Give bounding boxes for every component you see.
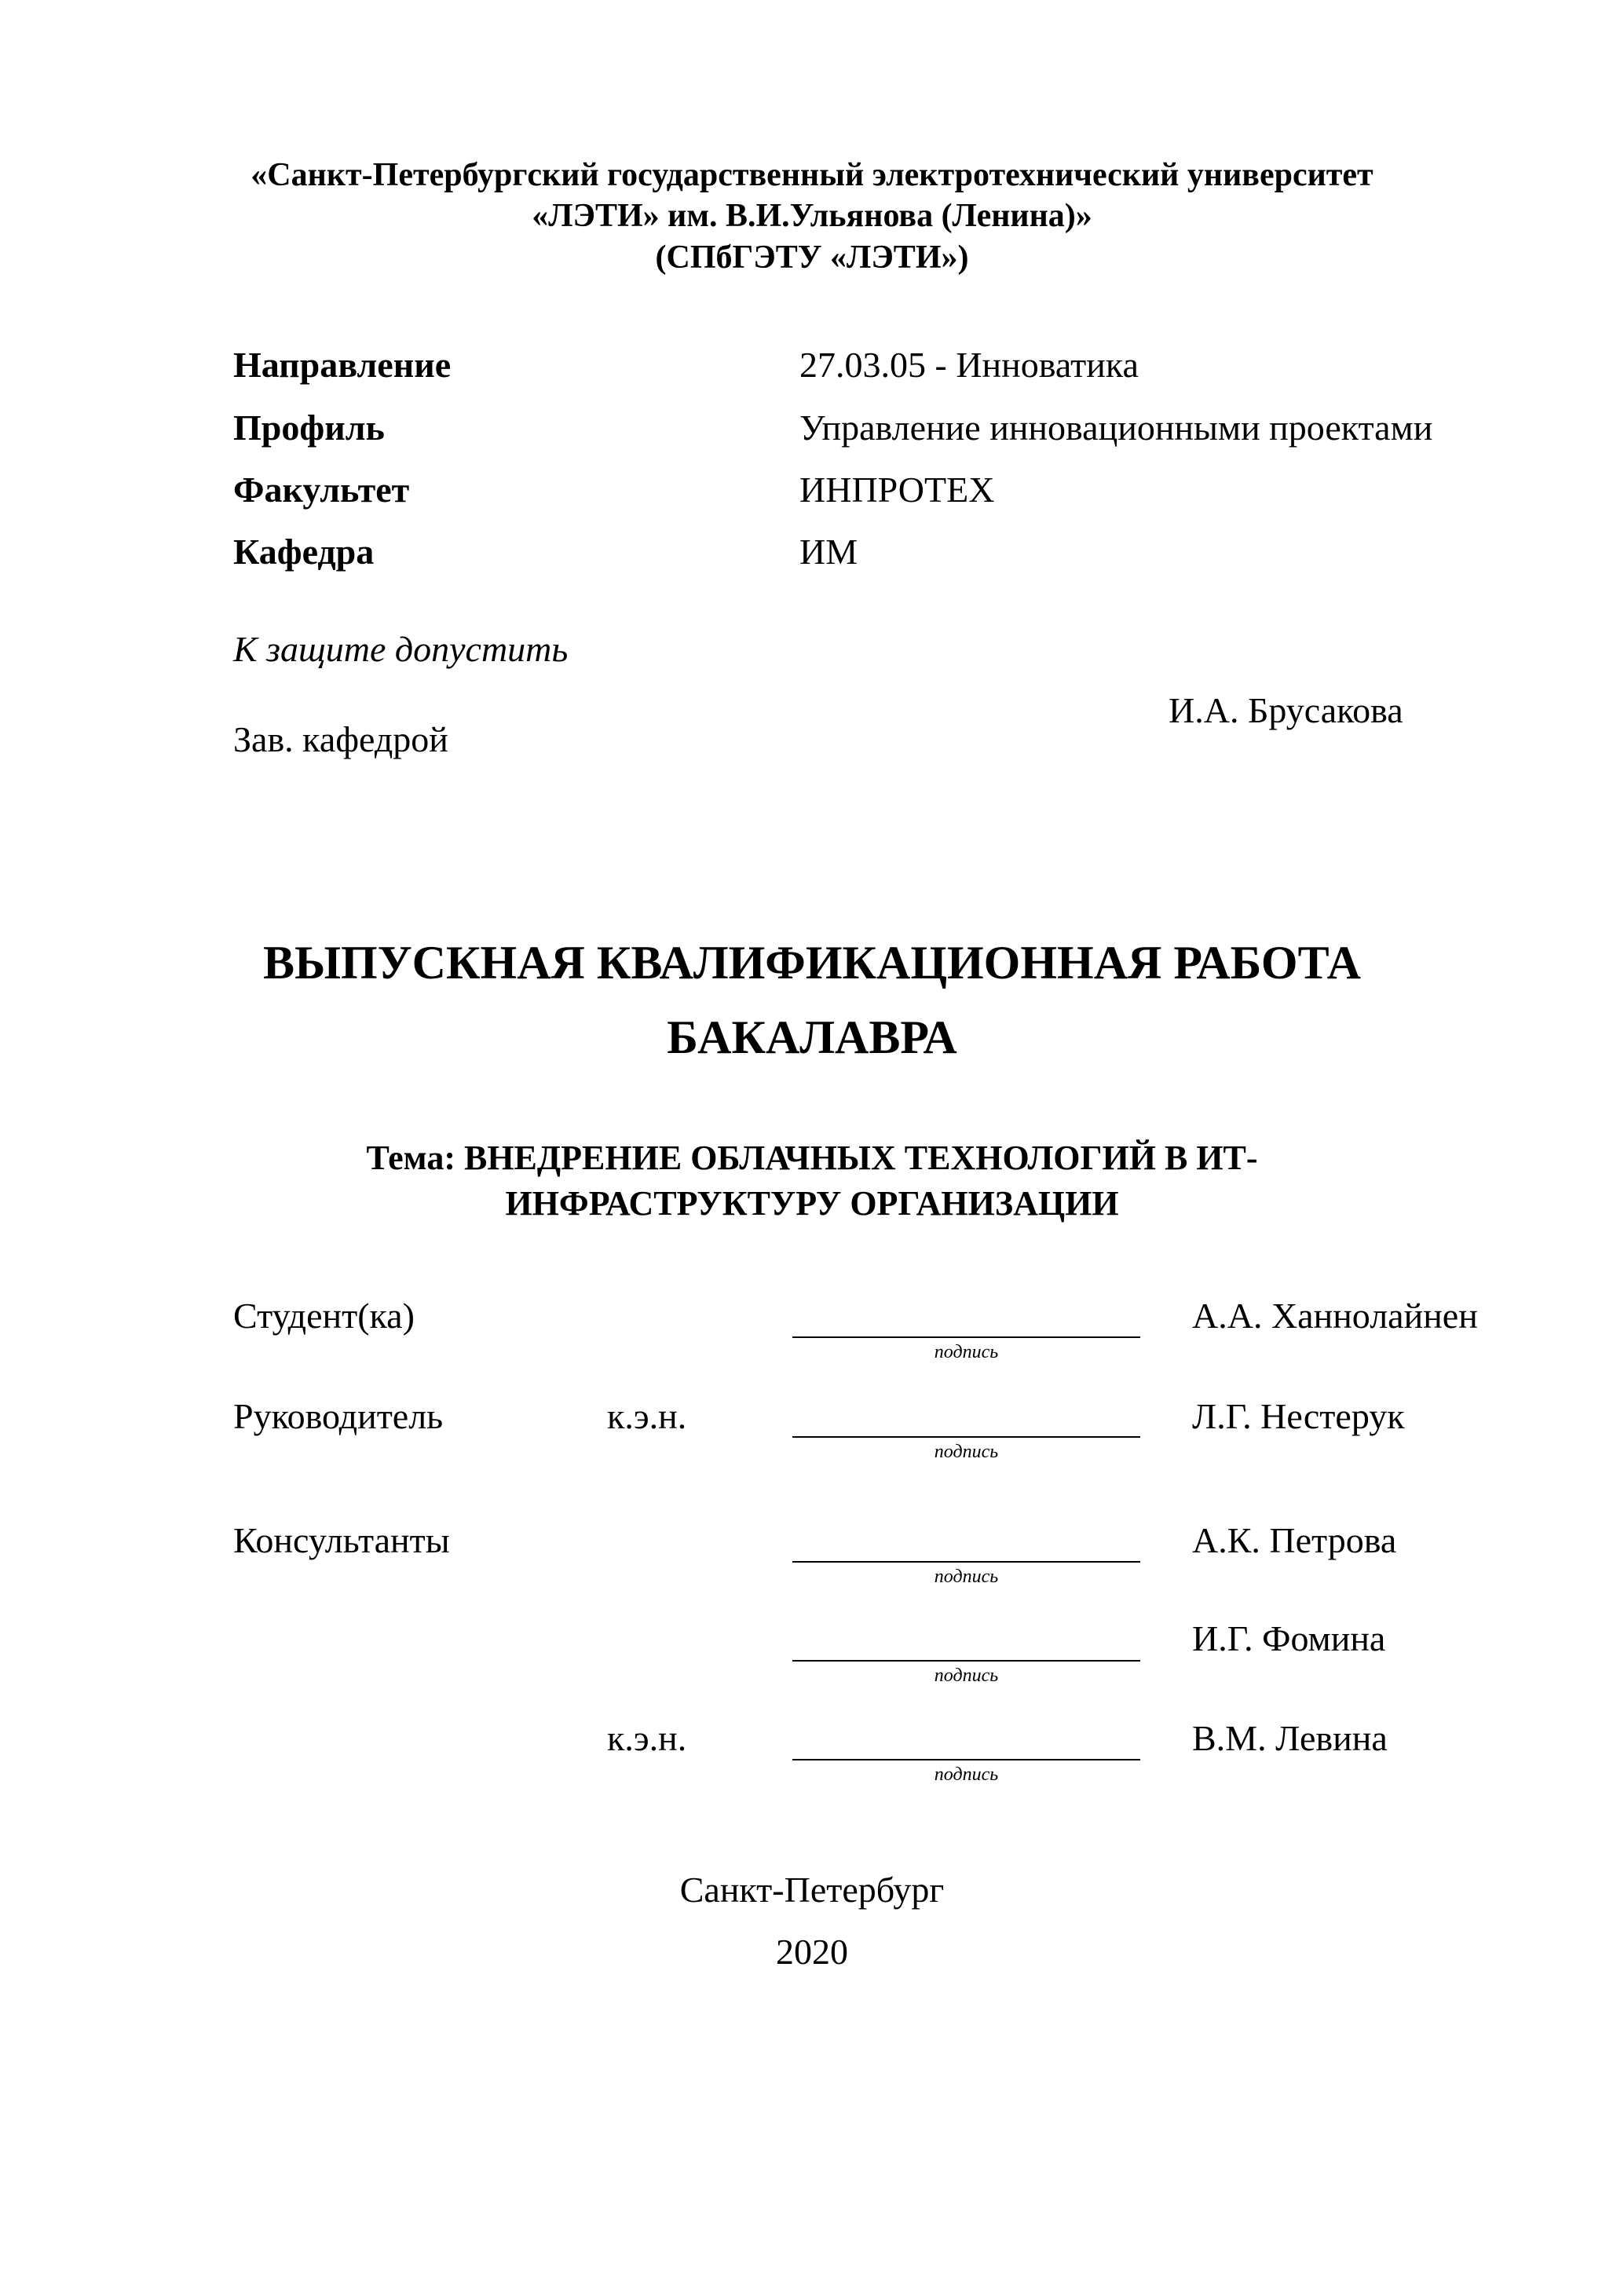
document-title-line-2: БАКАЛАВРА	[667, 1011, 957, 1063]
info-value-faculty: ИНПРОТЕХ	[799, 470, 995, 510]
signature-name: В.М. Левина	[1192, 1718, 1388, 1758]
document-title-line-1: ВЫПУСКНАЯ КВАЛИФИКАЦИОННАЯ РАБОТА	[263, 937, 1361, 989]
signature-name: Л.Г. Нестерук	[1192, 1396, 1405, 1436]
signature-caption: подпись	[934, 1442, 999, 1462]
info-label-direction: Направление	[233, 345, 452, 385]
university-name-line-2: «ЛЭТИ» им. В.И.Ульянова (Ленина)»	[532, 198, 1092, 234]
year: 2020	[776, 1932, 848, 1972]
signature-degree: к.э.н.	[607, 1396, 687, 1436]
info-label-department: Кафедра	[233, 532, 375, 572]
signature-caption: подпись	[934, 1567, 999, 1587]
info-value-direction: 27.03.05 - Инноватика	[799, 345, 1139, 385]
signature-name: А.К. Петрова	[1192, 1520, 1397, 1560]
thesis-theme-line-1: Тема: ВНЕДРЕНИЕ ОБЛАЧНЫХ ТЕХНОЛОГИЙ В ИТ-	[366, 1139, 1258, 1177]
signature-line	[792, 1336, 1140, 1338]
signature-name: И.Г. Фомина	[1192, 1618, 1386, 1658]
signature-degree: к.э.н.	[607, 1718, 687, 1758]
signature-line	[792, 1561, 1140, 1563]
info-label-faculty: Факультет	[233, 470, 410, 510]
info-label-profile: Профиль	[233, 408, 385, 448]
info-value-department: ИМ	[799, 532, 858, 572]
signature-role: Студент(ка)	[233, 1296, 415, 1336]
signature-role: Руководитель	[233, 1396, 444, 1436]
signature-line	[792, 1436, 1140, 1438]
signature-caption: подпись	[934, 1764, 999, 1785]
university-name-line-1: «Санкт-Петербургский государственный электротехнический университет	[251, 157, 1373, 193]
signature-caption: подпись	[934, 1342, 999, 1362]
signature-line	[792, 1759, 1140, 1760]
university-abbreviation: (СПбГЭТУ «ЛЭТИ»)	[655, 239, 969, 276]
signature-line	[792, 1660, 1140, 1662]
head-of-department-name: И.А. Брусакова	[1169, 690, 1403, 730]
signature-caption: подпись	[934, 1665, 999, 1686]
signature-role: Консультанты	[233, 1520, 450, 1560]
admit-to-defense-label: К защите допустить	[233, 629, 569, 669]
city: Санкт-Петербург	[679, 1870, 945, 1910]
thesis-theme-line-2: ИНФРАСТРУКТУРУ ОРГАНИЗАЦИИ	[505, 1184, 1119, 1223]
signature-name: А.А. Ханнолайнен	[1192, 1296, 1478, 1336]
head-of-department-label: Зав. кафедрой	[233, 719, 448, 759]
info-value-profile: Управление инновационными проектами	[799, 408, 1433, 448]
